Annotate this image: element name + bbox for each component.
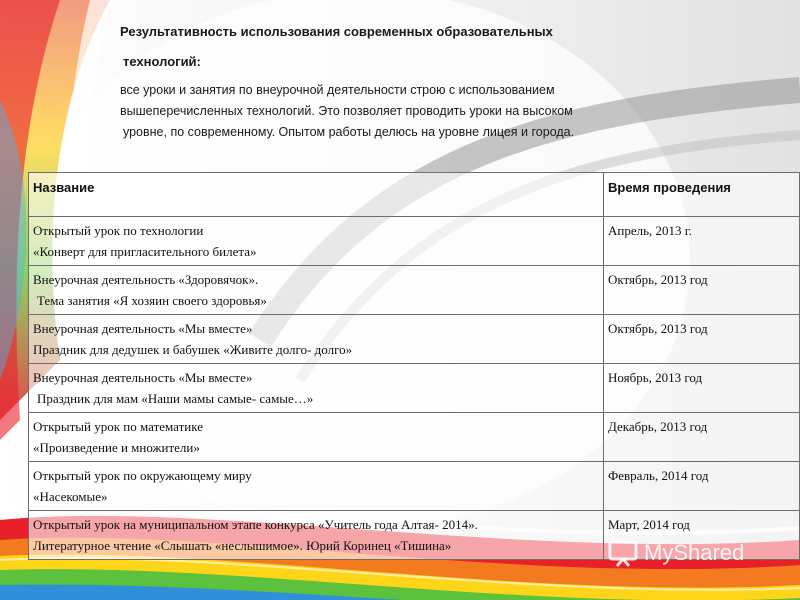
table-header-row xyxy=(29,173,800,217)
event-name-cell xyxy=(29,315,604,364)
table-row xyxy=(29,217,800,266)
event-date-cell: Апрель, 2013 г. xyxy=(604,217,800,266)
table-row xyxy=(29,413,800,462)
event-title-line: Открытый урок на муниципальном этапе конкурса «Учитель года Алтая- 2014». xyxy=(33,517,478,532)
intro-paragraph xyxy=(120,80,680,143)
event-date-cell: Март, 2014 год xyxy=(604,511,800,560)
heading-line-1: Результативность использования современных образовательных xyxy=(120,24,553,39)
event-subtitle-line: Праздник для дедушек и бабушек «Живите долго- долго» xyxy=(33,342,353,357)
event-date-cell: Октябрь, 2013 год xyxy=(604,315,800,364)
event-title-line: Внеурочная деятельность «Мы вместе» xyxy=(33,370,253,385)
event-subtitle-line: «Конверт для пригласительного билета» xyxy=(33,244,257,259)
event-name-cell xyxy=(29,413,604,462)
intro-line-2: вышеперечисленных технологий. Это позволяет проводить уроки на высоком xyxy=(120,104,573,118)
event-subtitle-line: Тема занятия «Я хозяин своего здоровья» xyxy=(37,293,267,308)
event-subtitle-line: «Произведение и множители» xyxy=(33,440,200,455)
heading-line-2: технологий: xyxy=(123,54,201,69)
event-date-cell: Ноябрь, 2013 год xyxy=(604,364,800,413)
event-date-cell: Октябрь, 2013 год xyxy=(604,266,800,315)
table-row xyxy=(29,266,800,315)
column-header-date: Время проведения xyxy=(604,173,800,217)
intro-line-3: уровне, по современному. Опытом работы делюсь на уровне лицея и города. xyxy=(123,125,575,139)
event-name-cell xyxy=(29,364,604,413)
myshared-watermark xyxy=(608,538,744,568)
event-title-line: Открытый урок по технологии xyxy=(33,223,204,238)
event-subtitle-line: Литературное чтение «Слышать «неслышимое». Юрий Коринец «Тишина» xyxy=(33,538,452,553)
event-title-line: Открытый урок по математике xyxy=(33,419,204,434)
event-title-line: Внеурочная деятельность «Здоровячок». xyxy=(33,272,259,287)
table-row xyxy=(29,462,800,511)
intro-line-1: все уроки и занятия по внеурочной деятельности строю с использованием xyxy=(120,83,555,97)
event-subtitle-line: Праздник для мам «Наши мамы самые- самые…» xyxy=(37,391,314,406)
event-name-cell xyxy=(29,266,604,315)
events-table xyxy=(28,172,800,560)
watermark-text: MyShared xyxy=(644,540,745,565)
table-row xyxy=(29,315,800,364)
event-title-line: Внеурочная деятельность «Мы вместе» xyxy=(33,321,253,336)
event-subtitle-line: «Насекомые» xyxy=(33,489,108,504)
event-title-line: Открытый урок по окружающему миру xyxy=(33,468,252,483)
slideshow-icon xyxy=(608,539,640,567)
event-name-cell xyxy=(29,511,604,560)
event-date-cell: Февраль, 2014 год xyxy=(604,462,800,511)
table-row xyxy=(29,364,800,413)
event-name-cell xyxy=(29,217,604,266)
event-date-cell: Декабрь, 2013 год xyxy=(604,413,800,462)
column-header-name: Название xyxy=(29,173,604,217)
event-name-cell xyxy=(29,462,604,511)
page-heading xyxy=(120,22,680,72)
